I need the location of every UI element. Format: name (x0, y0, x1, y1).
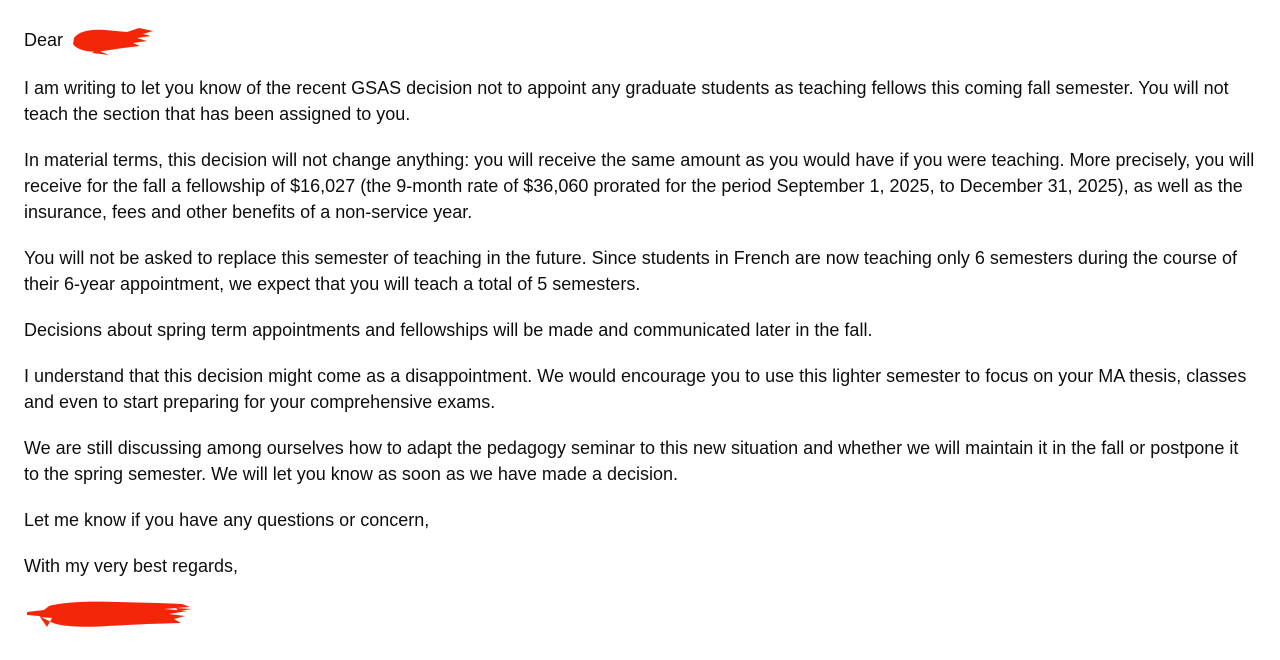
greeting-line (24, 27, 1258, 55)
letter-paragraph: We are still discussing among ourselves how to adapt the pedagogy seminar to this new situation and whether we will maintain it in the fall or postpone it to the spring semester. We will let you know as soon as we have made a decision. (24, 438, 1239, 484)
letter-paragraph: In material terms, this decision will not change anything: you will receive the same amount as you would have if you were teaching. More precisely, you will receive for the fall a fellowship of $16,027 (the 9-month rate of $36,060 prorated for the period September 1, 2025, to December 31, 2025), as well as the insurance, fees and other benefits of a non-service year. (24, 150, 1255, 222)
redacted-recipient-name-scribble-icon (67, 27, 157, 55)
letter-paragraph: I am writing to let you know of the recent GSAS decision not to appoint any graduate students as teaching fellows this coming fall semester. You will not teach the section that has been assigned to you. (24, 78, 1229, 124)
letter-body (24, 27, 1258, 633)
letter-paragraph: With my very best regards, (24, 556, 239, 576)
greeting-text: Dear (24, 30, 64, 50)
redacted-signature-scribble-icon (26, 599, 196, 631)
letter-paragraphs (24, 75, 1258, 579)
redaction-stroke (27, 602, 192, 627)
signature-block (24, 599, 1258, 633)
letter-paragraph: Decisions about spring term appointments and fellowships will be made and communicated later in the fall. (24, 320, 873, 340)
redaction-stroke (73, 28, 153, 55)
letter-paragraph: You will not be asked to replace this semester of teaching in the future. Since students in French are now teaching only 6 semesters during the course of their 6-year appointment, we expect that you will teach a total of 5 semesters. (24, 248, 1238, 294)
letter-paragraph: I understand that this decision might come as a disappointment. We would encourage you to use this lighter semester to focus on your MA thesis, classes and even to start preparing for your comprehensive exams. (24, 366, 1247, 412)
letter-paragraph: Let me know if you have any questions or concern, (24, 510, 430, 530)
